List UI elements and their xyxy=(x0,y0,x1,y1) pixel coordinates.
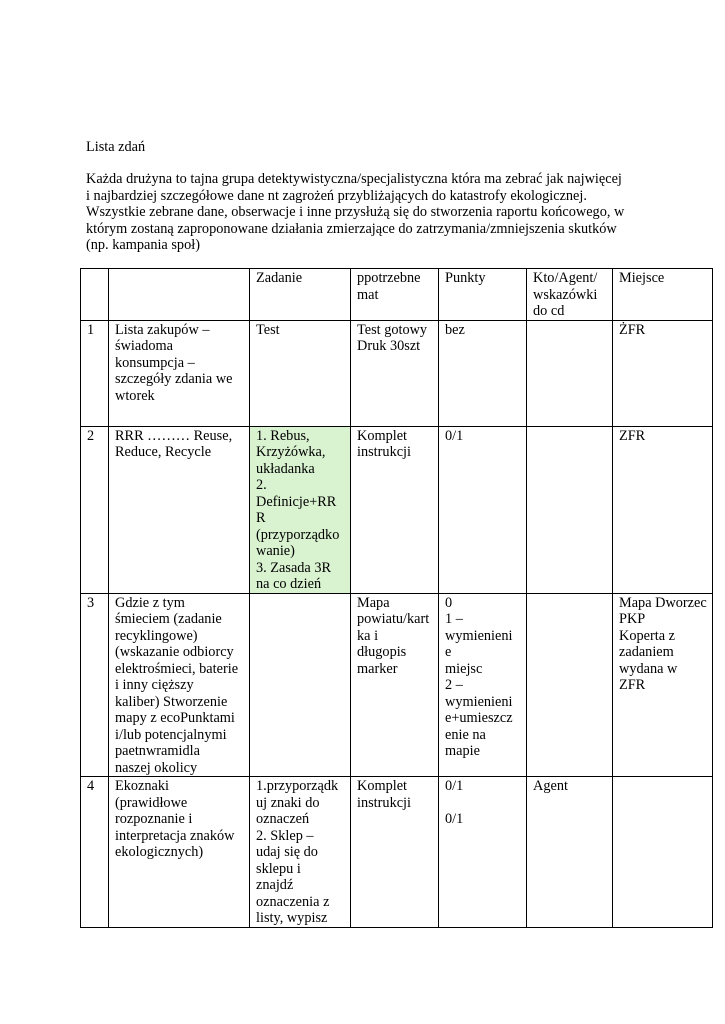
cell-text: Koperta z xyxy=(619,627,675,644)
cell-number xyxy=(81,593,109,777)
cell-place xyxy=(613,426,713,593)
cell-text: 3. Zasada 3R xyxy=(256,559,332,576)
cell-text: 0/1 xyxy=(445,811,464,827)
cell-who xyxy=(527,593,613,777)
cell-text: instrukcji xyxy=(357,444,412,460)
cell-text: mapy z ecoPunktami xyxy=(115,710,235,726)
cell-text: PKP xyxy=(619,611,646,627)
cell-text: Definicje+RR xyxy=(256,493,337,510)
cell-name xyxy=(109,777,250,928)
cell-text: 3 xyxy=(87,594,95,611)
table-row xyxy=(81,777,713,928)
table-row xyxy=(81,320,713,426)
cell-text: szczegóły zdania we xyxy=(115,371,233,387)
cell-name xyxy=(109,320,250,426)
cell-text: instrukcji xyxy=(357,794,412,811)
cell-text: wskazówki xyxy=(533,286,598,303)
cell-text: wymienieni xyxy=(445,693,513,710)
cell-text: 0 xyxy=(445,594,453,611)
cell-text: układanka xyxy=(256,460,315,477)
cell-text: R xyxy=(256,510,266,526)
cell-text: Punkty xyxy=(445,270,486,286)
cell-text: wtorek xyxy=(115,387,155,404)
intro-line: Wszystkie zebrane dane, obserwacje i inne przysłużą się do stworzenia raportu końcowego, w xyxy=(86,204,625,220)
cell-text: wymienieni xyxy=(445,627,513,644)
cell-text: 1. Rebus, xyxy=(256,427,310,444)
cell-text: marker xyxy=(357,660,398,677)
cell-text: 1 xyxy=(87,321,95,338)
cell-text: Reduce, Recycle xyxy=(115,444,212,460)
cell-text: ka i xyxy=(357,627,379,644)
cell-text: 1.przyporządk xyxy=(256,778,339,794)
cell-text: powiatu/kart xyxy=(357,611,430,627)
cell-text: Komplet xyxy=(357,427,408,444)
cell-text: Ekoznaki xyxy=(115,778,169,794)
cell-points xyxy=(439,593,527,777)
task-table xyxy=(80,268,713,928)
cell-materials xyxy=(351,777,439,928)
intro-line: (np. kampania społ) xyxy=(86,237,200,253)
cell-place xyxy=(613,777,713,928)
cell-task xyxy=(250,426,351,593)
cell-text: paetnwramidla xyxy=(115,743,200,759)
cell-text: Agent xyxy=(533,778,568,794)
cell-text: recyklingowe) xyxy=(115,627,198,644)
cell-materials xyxy=(351,426,439,593)
cell-text: udaj się do xyxy=(256,844,318,860)
table-header-row xyxy=(81,269,713,321)
cell-materials xyxy=(351,320,439,426)
cell-text: Komplet xyxy=(357,778,408,794)
cell-text: miejsc xyxy=(445,660,483,677)
cell-name xyxy=(109,426,250,593)
cell-points xyxy=(439,320,527,426)
cell-text: oznaczeń xyxy=(256,811,310,827)
cell-text: do cd xyxy=(533,303,565,319)
cell-text: Mapa Dworzec xyxy=(619,594,707,611)
cell-text: konsumpcja – xyxy=(115,354,195,371)
intro-line: i najbardziej szczegółowe dane nt zagrożeń przybliżających do katastrofy ekologicznej. xyxy=(86,187,587,204)
table-row xyxy=(81,426,713,593)
cell-points xyxy=(439,777,527,928)
cell-text: śmieciem (zadanie xyxy=(115,611,222,627)
cell-text: Gdzie z tym xyxy=(115,594,185,611)
table-row xyxy=(81,593,713,777)
cell-text: mat xyxy=(357,286,379,303)
intro-paragraph xyxy=(86,171,666,254)
cell-number xyxy=(81,269,109,321)
cell-text: mapie xyxy=(445,743,480,759)
cell-task xyxy=(250,593,351,777)
cell-text: 2 xyxy=(87,427,95,444)
cell-text: Test gotowy xyxy=(357,321,428,338)
cell-text: i inny cięższy xyxy=(115,677,194,693)
cell-text: wanie) xyxy=(256,543,295,559)
cell-points xyxy=(439,426,527,593)
cell-number xyxy=(81,320,109,426)
cell-text: wydana w xyxy=(619,660,678,677)
cell-text: (przyporządko xyxy=(256,526,340,543)
cell-who xyxy=(527,269,613,321)
cell-text: elektrośmieci, baterie xyxy=(115,660,239,677)
cell-materials xyxy=(351,593,439,777)
cell-name xyxy=(109,269,250,321)
cell-text: i/lub potencjalnymi xyxy=(115,726,227,743)
cell-text: RRR ……… Reuse, xyxy=(115,427,233,444)
cell-text: enie na xyxy=(445,726,486,743)
cell-text: 2 – xyxy=(445,677,463,693)
cell-text: e+umieszcz xyxy=(445,710,513,726)
cell-task xyxy=(250,777,351,928)
cell-who xyxy=(527,320,613,426)
cell-text: kaliber) Stworzenie xyxy=(115,693,228,710)
cell-text: sklepu i xyxy=(256,860,301,877)
cell-text: ekologicznych) xyxy=(115,844,204,860)
cell-place xyxy=(613,269,713,321)
cell-task xyxy=(250,269,351,321)
cell-text: Miejsce xyxy=(619,270,665,286)
intro-line: Każda drużyna to tajna grupa detektywistyczna/specjalistyczna która ma zebrać jak najwięcej xyxy=(86,171,622,187)
cell-text: 4 xyxy=(87,778,95,794)
intro-line: którym zostaną zaproponowane działania zmierzające do zatrzymania/zmniejszenia skutków xyxy=(86,220,617,237)
cell-text: Kto/Agent/ xyxy=(533,270,598,286)
cell-place xyxy=(613,320,713,426)
cell-text: długopis xyxy=(357,644,407,660)
cell-text: interpretacja znaków xyxy=(115,827,235,844)
document-title: Lista zdań xyxy=(86,139,146,155)
cell-text: e xyxy=(445,644,452,660)
cell-text: listy, wypisz xyxy=(256,910,328,926)
cell-number xyxy=(81,426,109,593)
cell-number xyxy=(81,777,109,928)
cell-who xyxy=(527,426,613,593)
cell-points xyxy=(439,269,527,321)
cell-text: 2. xyxy=(256,477,267,493)
cell-text: naszej okolicy xyxy=(115,759,198,776)
cell-text: bez xyxy=(445,321,465,338)
cell-text xyxy=(445,795,522,812)
cell-name xyxy=(109,593,250,777)
cell-text: rozpoznanie i xyxy=(115,811,193,827)
cell-text: zadaniem xyxy=(619,644,674,660)
cell-text: ZFR xyxy=(619,677,646,693)
cell-text: 2. Sklep – xyxy=(256,827,314,844)
cell-materials xyxy=(351,269,439,321)
cell-text: świadoma xyxy=(115,338,173,354)
cell-text: oznaczenia z xyxy=(256,893,330,910)
cell-text: uj znaki do xyxy=(256,794,320,811)
cell-text: Krzyżówka, xyxy=(256,444,326,460)
cell-text: Zadanie xyxy=(256,270,303,286)
cell-text: znajdź xyxy=(256,877,294,893)
cell-place xyxy=(613,593,713,777)
cell-text: Test xyxy=(256,321,280,338)
cell-text: Lista zakupów – xyxy=(115,321,210,338)
cell-text: 1 – xyxy=(445,611,463,627)
cell-task xyxy=(250,320,351,426)
cell-text: Mapa xyxy=(357,594,390,611)
cell-text: ZFR xyxy=(619,427,646,444)
cell-text: na co dzień xyxy=(256,576,322,592)
cell-text: ŻFR xyxy=(619,321,646,338)
cell-text: 0/1 xyxy=(445,778,464,794)
cell-text: ppotrzebne xyxy=(357,270,421,286)
cell-who xyxy=(527,777,613,928)
cell-text: Druk 30szt xyxy=(357,338,421,354)
cell-text: 0/1 xyxy=(445,427,464,444)
cell-text: (wskazanie odbiorcy xyxy=(115,644,234,660)
cell-text: (prawidłowe xyxy=(115,794,188,811)
